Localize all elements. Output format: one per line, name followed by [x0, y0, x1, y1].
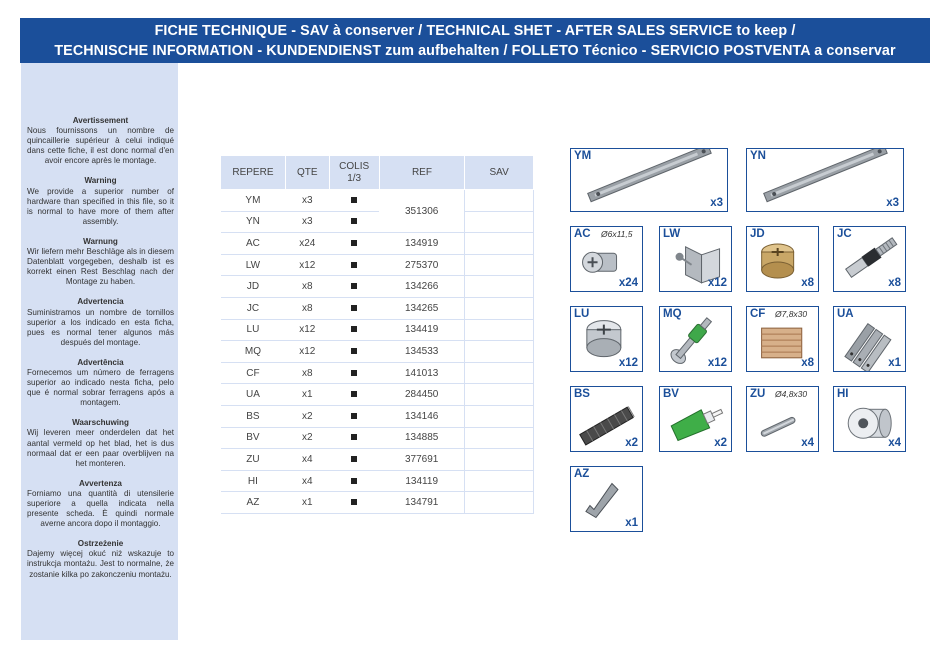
table-row [221, 233, 534, 255]
cell-qte: x8 [285, 297, 329, 319]
cell-ref: 275370 [379, 254, 465, 276]
part-quantity: x3 [710, 197, 723, 209]
note-title: Waarschuwing [72, 418, 129, 428]
part-card-ym [570, 148, 728, 212]
cell-sav [465, 427, 534, 449]
part-quantity: x24 [618, 277, 638, 289]
part-code: MQ [663, 308, 682, 320]
note-title: Advertencia [77, 297, 124, 307]
cell-repere: CF [221, 362, 286, 384]
colis-check-mark [351, 370, 357, 376]
warning-note [27, 237, 174, 287]
table-row [221, 384, 534, 406]
cell-colis [329, 362, 379, 384]
cell-qte: x4 [285, 470, 329, 492]
cell-sav [465, 276, 534, 298]
warning-note [27, 479, 174, 529]
cell-sav [465, 405, 534, 427]
cell-colis [329, 211, 379, 233]
cell-sav [465, 190, 534, 212]
colis-check-mark [351, 456, 357, 462]
part-card-lu [570, 306, 643, 372]
cell-ref: 377691 [379, 449, 465, 471]
cell-sav [465, 470, 534, 492]
table-row [221, 341, 534, 363]
cell-colis [329, 384, 379, 406]
table-row [221, 276, 534, 298]
table-row [221, 470, 534, 492]
note-title: Warning [84, 176, 117, 186]
note-title: Advertência [77, 357, 124, 367]
cell-colis [329, 405, 379, 427]
table-row [221, 405, 534, 427]
cell-colis [329, 254, 379, 276]
header-title-line-2: TECHNISCHE INFORMATION - KUNDENDIENST zum aufbehalten / FOLLETO Técnico - SERVICIO POSTVENTA a conservar [54, 43, 896, 59]
part-quantity: x8 [801, 357, 814, 369]
part-code: LW [663, 228, 681, 240]
cell-colis [329, 449, 379, 471]
cell-repere: YN [221, 211, 286, 233]
colis-check-mark [351, 240, 357, 246]
note-body: Fornecemos um número de ferragens superior ao indicado nesta ficha, pelo que é normal sobrar ferragens após a montagem. [27, 367, 174, 408]
col-header-ref: REF [379, 156, 465, 190]
part-quantity: x1 [625, 517, 638, 529]
page-header [20, 18, 930, 63]
cell-sav [465, 341, 534, 363]
table-row [221, 449, 534, 471]
cell-ref: 134885 [379, 427, 465, 449]
note-body: Dajemy więcej okuć niż wskazuje to instrukcja montażu. Jest to normalne, że zostanie kilka po zakonczeniu montażu. [27, 549, 174, 579]
cell-qte: x3 [285, 190, 329, 212]
table-row [221, 254, 534, 276]
cell-ref: 351306 [379, 190, 465, 233]
col-header-qte: QTE [285, 156, 329, 190]
table-row [221, 211, 534, 233]
part-card-hi [833, 386, 906, 452]
colis-check-mark [351, 348, 357, 354]
cell-ref: 141013 [379, 362, 465, 384]
note-body: Nous fournissons un nombre de quincaillerie supérieur à celui indiqué dans cette fiche, il est donc normal d'en avoir encore après le montage. [27, 126, 174, 166]
cell-repere: MQ [221, 341, 286, 363]
cell-qte: x12 [285, 319, 329, 341]
part-code: JD [750, 228, 765, 240]
colis-check-mark [351, 478, 357, 484]
cell-repere: JC [221, 297, 286, 319]
cell-qte: x1 [285, 492, 329, 514]
warning-note [27, 297, 174, 347]
part-dimension: Ø6x11,5 [601, 229, 633, 239]
part-quantity: x4 [888, 437, 901, 449]
colis-check-mark [351, 305, 357, 311]
cell-ref: 134533 [379, 341, 465, 363]
colis-check-mark [351, 413, 357, 419]
cell-ref: 134146 [379, 405, 465, 427]
cell-ref: 134119 [379, 470, 465, 492]
part-quantity: x3 [886, 197, 899, 209]
warning-note [27, 418, 174, 468]
cell-repere: LU [221, 319, 286, 341]
part-code: UA [837, 308, 854, 320]
cell-repere: BV [221, 427, 286, 449]
cell-sav [465, 319, 534, 341]
col-header-sav: SAV [465, 156, 534, 190]
part-quantity: x2 [625, 437, 638, 449]
warning-sidebar [21, 63, 178, 640]
part-code: LU [574, 308, 590, 320]
part-code: YM [574, 150, 592, 162]
part-card-jc [833, 226, 906, 292]
part-code: AZ [574, 468, 590, 480]
table-row [221, 362, 534, 384]
part-quantity: x12 [707, 277, 727, 289]
warning-note [27, 539, 174, 579]
part-dimension: Ø4,8x30 [775, 389, 808, 399]
cell-qte: x12 [285, 254, 329, 276]
colis-check-mark [351, 434, 357, 440]
cell-repere: ZU [221, 449, 286, 471]
cell-sav [465, 362, 534, 384]
part-code: YN [750, 150, 766, 162]
warning-note [27, 176, 174, 226]
colis-check-mark [351, 391, 357, 397]
cell-colis [329, 319, 379, 341]
part-code: HI [837, 388, 849, 400]
cell-colis [329, 470, 379, 492]
cell-qte: x24 [285, 233, 329, 255]
cell-qte: x8 [285, 276, 329, 298]
cell-qte: x2 [285, 405, 329, 427]
cell-colis [329, 492, 379, 514]
note-title: Avertissement [72, 116, 129, 125]
col-header-colis: COLIS 1/3 [329, 156, 379, 190]
colis-check-mark [351, 499, 357, 505]
colis-check-mark [351, 326, 357, 332]
cell-ref: 134919 [379, 233, 465, 255]
part-quantity: x4 [801, 437, 814, 449]
table-row [221, 427, 534, 449]
part-code: JC [837, 228, 852, 240]
note-body: Suministramos un nombre de tornillos superior a los indicado en esta ficha, pues es normal tener algunos más después del montage. [27, 307, 174, 347]
cell-qte: x1 [285, 384, 329, 406]
cell-sav [465, 449, 534, 471]
note-body: Wir liefern mehr Beschläge als in diesem Datenblatt vorgegeben, deshalb ist es korrekt einen Rest Beschlag nach der Montage zu haben. [27, 247, 174, 287]
warning-note [27, 358, 174, 408]
part-card-ac [570, 226, 643, 292]
table-row [221, 492, 534, 514]
cell-colis [329, 190, 379, 212]
warning-note [27, 116, 174, 166]
table-header-row [221, 156, 534, 190]
cell-qte: x4 [285, 449, 329, 471]
part-card-az [570, 466, 643, 532]
cell-repere: HI [221, 470, 286, 492]
colis-check-mark [351, 218, 357, 224]
cell-colis [329, 276, 379, 298]
cell-colis [329, 341, 379, 363]
cell-qte: x3 [285, 211, 329, 233]
cell-repere: AC [221, 233, 286, 255]
note-title: Ostrzeżenie [77, 539, 124, 549]
colis-check-mark [351, 197, 357, 203]
note-title: Avvertenza [79, 478, 122, 488]
part-code: ZU [750, 388, 766, 400]
part-card-bv [659, 386, 732, 452]
part-card-jd [746, 226, 819, 292]
cell-qte: x12 [285, 341, 329, 363]
part-quantity: x12 [618, 357, 638, 369]
drawer-slide-icon [747, 149, 904, 212]
part-card-mq [659, 306, 732, 372]
cell-repere: JD [221, 276, 286, 298]
table-row [221, 319, 534, 341]
note-body: Wij leveren meer onderdelen dat het aantal vermeld op het blad, het is dus normaal dat er een paar overblijven na het monteren. [27, 428, 174, 468]
cell-repere: BS [221, 405, 286, 427]
cell-sav [465, 211, 534, 233]
part-card-cf [746, 306, 819, 372]
cell-ref: 134419 [379, 319, 465, 341]
part-code: BS [574, 388, 590, 400]
parts-table [220, 155, 534, 514]
cell-sav [465, 233, 534, 255]
part-dimension: Ø7,8x30 [775, 309, 808, 319]
part-card-lw [659, 226, 732, 292]
cell-qte: x2 [285, 427, 329, 449]
part-quantity: x2 [714, 437, 727, 449]
note-title: Warnung [83, 236, 118, 246]
part-quantity: x8 [801, 277, 814, 289]
part-card-bs [570, 386, 643, 452]
cell-repere: YM [221, 190, 286, 212]
note-body: We provide a superior number of hardware than specified in this file, so it is normal to have more of them after assembly. [27, 186, 174, 226]
cell-colis [329, 297, 379, 319]
col-header-repere: REPERE [221, 156, 286, 190]
cell-ref: 284450 [379, 384, 465, 406]
cell-repere: AZ [221, 492, 286, 514]
colis-check-mark [351, 283, 357, 289]
part-quantity: x1 [888, 357, 901, 369]
table-body [221, 190, 534, 514]
note-body: Forniamo una quantità di utensilerie superiore a quella indicata nella presente scheda. È quindi normale averne ancora dopo il montaggio. [27, 488, 174, 529]
cell-colis [329, 233, 379, 255]
cell-colis [329, 427, 379, 449]
table-row [221, 190, 534, 212]
part-code: AC [574, 228, 591, 240]
header-title-line-1: FICHE TECHNIQUE - SAV à conserver / TECHNICAL SHET - AFTER SALES SERVICE to keep / [154, 23, 796, 39]
part-quantity: x12 [707, 357, 727, 369]
cell-ref: 134265 [379, 297, 465, 319]
part-code: BV [663, 388, 679, 400]
cell-ref: 134791 [379, 492, 465, 514]
part-card-yn [746, 148, 904, 212]
cell-sav [465, 297, 534, 319]
part-code: CF [750, 308, 766, 320]
part-card-ua [833, 306, 906, 372]
cell-sav [465, 492, 534, 514]
part-quantity: x8 [888, 277, 901, 289]
cell-ref: 134266 [379, 276, 465, 298]
table-row [221, 297, 534, 319]
drawer-slide-icon [571, 149, 728, 212]
cell-sav [465, 254, 534, 276]
cell-qte: x8 [285, 362, 329, 384]
cell-repere: LW [221, 254, 286, 276]
colis-check-mark [351, 262, 357, 268]
cell-sav [465, 384, 534, 406]
part-card-zu [746, 386, 819, 452]
cell-repere: UA [221, 384, 286, 406]
